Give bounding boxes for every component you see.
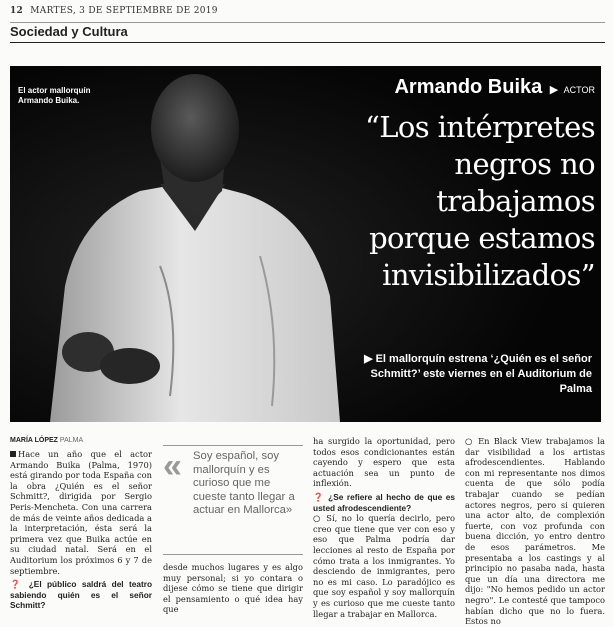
headline-quote: “Los intérpretes negros no trabajamos porque estamos invisibilizados” xyxy=(365,110,595,292)
headline-deck xyxy=(352,352,592,397)
body-column-2 xyxy=(163,562,303,615)
col4-text: En Black View trabajamos la dar visibilidad a los artistas afrodescendientes. Hablando con mi representante nos dimos cuenta de que sólo podía trabajar cuando se pedían actores negros, pero si quieren una actor alto, de complexión fuerte, con voz profunda con buena dicción, yo entro dentro de esos parámetros. Me presentaba a los castings y al principio no pasaba nada, hasta que un día una directora me dijo: "No hemos pedido un actor negro". Le contesté que tampoco habían dicho que no lo fuera. Estos no xyxy=(465,436,605,627)
headline-name-line xyxy=(355,76,595,99)
issue-date: MARTES, 3 DE SEPTIEMBRE DE 2019 xyxy=(30,6,218,16)
pull-quote-text: Soy español, soy mallorquín y es curioso que me cueste tanto llegar a actuar en Mallorca» xyxy=(193,450,295,517)
col3-answer: Sí, no lo quería decirlo, pero creo que tiene que ver con eso y eso que Palma podría dar lecciones al resto de España por cómo trata a los inmigrantes. Yo desciendo de inmigrantes, pero no es mi caso. Lo paradójico es que soy español y soy mallorquín y es curioso que me cueste tanto llegar a trabajar en Mallorca. xyxy=(313,513,455,619)
section-title: Sociedad y Cultura xyxy=(10,24,605,43)
byline xyxy=(10,437,83,444)
col2-text: desde muchos lugares y es algo muy personal; si yo contara o dijese cómo se tiene que dirigir el pensamiento o qué idea hay que xyxy=(163,562,303,615)
author-name: MARÍA LÓPEZ xyxy=(10,437,58,444)
body-column-4 xyxy=(465,436,605,627)
col1-question: ¿El público saldrá del teatro sabiendo quién es el señor Schmitt? xyxy=(10,579,153,611)
deck-text: El mallorquín estrena ‘¿Quién es el señor Schmitt?’ este viernes en el Auditorium de Palma xyxy=(370,353,592,395)
open-quote-icon: « xyxy=(163,447,182,485)
headline-name: Armando Buika xyxy=(394,76,543,98)
answer-bullet-icon: ○ xyxy=(313,513,327,524)
paragraph-square-icon xyxy=(10,451,16,457)
body-column-3 xyxy=(313,436,455,619)
photo-caption: El actor mallorquín Armando Buika. xyxy=(18,86,91,105)
col3-question: ¿Se refiere al hecho de que es usted afrodescendiente? xyxy=(313,491,455,513)
question-bullet-icon: ❓ xyxy=(313,491,329,502)
author-location: PALMA xyxy=(59,437,84,444)
answer-bullet-icon: ○ xyxy=(465,436,479,446)
pull-quote xyxy=(163,445,303,555)
triangle-arrow-icon: ▶ xyxy=(364,353,376,365)
body-column-1 xyxy=(10,449,152,609)
triangle-arrow-icon: ▶ xyxy=(549,84,559,96)
col1-text: Hace un año que el actor Armando Buika (Palma, 1970) está girando por toda España con la obra ¿Quién es el señor Schmitt?, dirigida por Sergio Peris-Mencheta. Con una carrera de más de veinte años dedicada a la interpretación, ésta será la primera vez que Buika actúe en su ciudad natal. Será en el Auditorium los próximos 6 y 7 de septiembre. xyxy=(10,449,152,576)
page-folio xyxy=(10,6,605,23)
col3-text: ha surgido la oportunidad, pero todos esos condicionantes están cayendo y espero que esta actuación sea un punto de inflexión. xyxy=(313,436,455,489)
question-bullet-icon: ❓ xyxy=(10,579,29,590)
hero-photo xyxy=(10,66,601,422)
headline-role: ACTOR xyxy=(563,85,595,95)
headline-block xyxy=(355,76,595,294)
page-number: 12 xyxy=(10,6,24,16)
